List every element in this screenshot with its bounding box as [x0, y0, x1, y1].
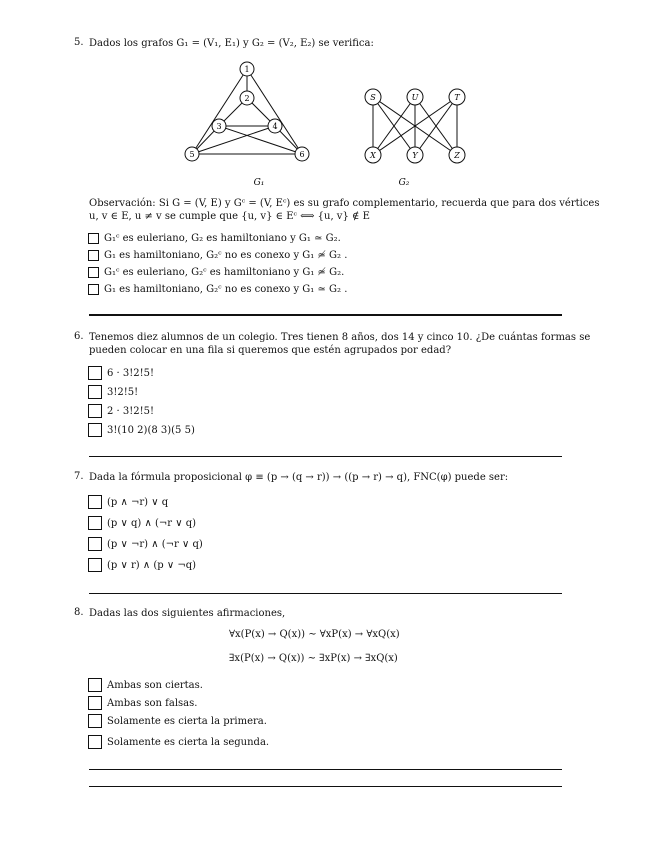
- q5-option-c[interactable]: [88, 267, 344, 278]
- q8-option-a-label: Ambas son ciertas.: [107, 679, 203, 691]
- q5-option-b[interactable]: [88, 250, 347, 261]
- q7-checkbox-c[interactable]: [88, 537, 102, 551]
- svg-text:1: 1: [244, 65, 250, 74]
- g2-node-t: [449, 89, 465, 105]
- q6-checkbox-b[interactable]: [88, 385, 102, 399]
- q7-option-d[interactable]: [88, 558, 196, 572]
- q8-formula-2: ∃x(P(x) → Q(x)) ∼ ∃xP(x) → ∃xQ(x): [229, 653, 398, 664]
- q8-option-d[interactable]: [88, 735, 269, 749]
- q7-checkbox-b[interactable]: [88, 516, 102, 530]
- q5-divider: [89, 314, 562, 316]
- g2-node-y: [407, 147, 423, 163]
- q8-checkbox-c[interactable]: [88, 714, 102, 728]
- q7-number: 7.: [74, 471, 84, 482]
- q7-checkbox-a[interactable]: [88, 495, 102, 509]
- q7-checkbox-d[interactable]: [88, 558, 102, 572]
- q6-option-d[interactable]: [88, 423, 195, 437]
- g2-edges: [373, 97, 457, 155]
- g1-edges: [192, 69, 302, 154]
- q5-option-a-label: G₁ᶜ es euleriano, G₂ es hamiltoniano y G₁ ≃ G₂.: [104, 233, 341, 244]
- q8-formula-1: ∀x(P(x) → Q(x)) ∼ ∀xP(x) → ∀xQ(x): [229, 629, 400, 640]
- q5-checkbox-d[interactable]: [88, 284, 99, 295]
- svg-text:S: S: [370, 93, 376, 102]
- q6-checkbox-a[interactable]: [88, 366, 102, 380]
- q6-option-b-label: 3!2!5!: [107, 386, 139, 398]
- g1-node-5: [185, 147, 199, 161]
- g2-node-u: [407, 89, 423, 105]
- q8-prompt: Dadas las dos siguientes afirmaciones,: [89, 608, 286, 619]
- q6-option-c-label: 2 · 3!2!5!: [107, 405, 155, 417]
- q5-option-a[interactable]: [88, 233, 341, 244]
- g2-label: G₂: [398, 178, 410, 188]
- q6-option-d-label: 3!(10 2)(8 3)(5 5): [107, 424, 195, 436]
- q7-option-b-label: (p ∨ q) ∧ (¬r ∨ q): [107, 517, 196, 529]
- svg-text:U: U: [411, 93, 419, 102]
- q7-option-d-label: (p ∨ r) ∧ (p ∨ ¬q): [107, 559, 196, 571]
- q5-option-d[interactable]: [88, 284, 347, 295]
- q7-option-c-label: (p ∨ ¬r) ∧ (¬r ∨ q): [107, 538, 203, 550]
- svg-text:Y: Y: [412, 151, 418, 160]
- q7-option-b[interactable]: [88, 516, 196, 530]
- q6-option-b[interactable]: [88, 385, 138, 399]
- svg-text:T: T: [454, 93, 460, 102]
- q5-option-c-label: G₁ᶜ es euleriano, G₂ᶜ es hamiltoniano y G₁ ≄ G₂.: [104, 267, 345, 278]
- q8-checkbox-a[interactable]: [88, 678, 102, 692]
- q5-observation-line1: Observación: Si G = (V, E) y Gᶜ = (V, Eᶜ) es su grafo complementario, recuerda que para dos vértices: [89, 198, 600, 209]
- g1-node-4: [268, 119, 282, 133]
- g2-node-z: [449, 147, 465, 163]
- g1-node-6: [295, 147, 309, 161]
- svg-text:X: X: [370, 151, 376, 160]
- q8-option-b-label: Ambas son falsas.: [107, 697, 198, 709]
- q6-prompt-line2: pueden colocar en una fila si queremos que estén agrupados por edad?: [89, 345, 452, 356]
- q8-option-c[interactable]: [88, 714, 267, 728]
- q7-divider: [89, 593, 562, 594]
- q5-number: 5.: [74, 37, 84, 48]
- q5-checkbox-b[interactable]: [88, 250, 99, 261]
- svg-text:Z: Z: [454, 151, 460, 160]
- q6-option-a[interactable]: [88, 366, 154, 380]
- q8-option-a[interactable]: [88, 678, 203, 692]
- q5-observation-line2: u, v ∈ E, u ≠ v se cumple que {u, v} ∈ Eᶜ ⟺ {u, v} ∉ E: [89, 211, 370, 222]
- q8-option-d-label: Solamente es cierta la segunda.: [107, 736, 270, 748]
- q6-option-c[interactable]: [88, 404, 154, 418]
- q5-option-d-label: G₁ es hamiltoniano, G₂ᶜ no es conexo y G₁ ≃ G₂ .: [104, 284, 348, 295]
- g1-node-2: [240, 91, 254, 105]
- q6-divider: [89, 456, 562, 457]
- svg-text:3: 3: [216, 122, 222, 131]
- q8-checkbox-b[interactable]: [88, 696, 102, 710]
- q5-option-b-label: G₁ es hamiltoniano, G₂ᶜ no es conexo y G₁ ≄ G₂ .: [104, 250, 348, 261]
- q8-divider-2: [89, 786, 562, 787]
- q6-number: 6.: [74, 331, 84, 342]
- q6-checkbox-d[interactable]: [88, 423, 102, 437]
- q8-option-b[interactable]: [88, 696, 197, 710]
- q7-option-c[interactable]: [88, 537, 203, 551]
- q6-option-a-label: 6 · 3!2!5!: [107, 367, 155, 379]
- q7-prompt: Dada la fórmula proposicional φ ≡ (p → (q → r)) → ((p → r) → q), FNC(φ) puede ser:: [89, 472, 509, 483]
- svg-text:2: 2: [244, 94, 250, 103]
- svg-text:4: 4: [272, 122, 278, 131]
- g1-node-1: [240, 62, 254, 76]
- q8-checkbox-d[interactable]: [88, 735, 102, 749]
- g2-node-x: [365, 147, 381, 163]
- svg-text:5: 5: [189, 150, 195, 159]
- g1-label: G₁: [253, 178, 265, 188]
- q5-checkbox-a[interactable]: [88, 233, 99, 244]
- q7-option-a[interactable]: [88, 495, 168, 509]
- q7-option-a-label: (p ∧ ¬r) ∨ q: [107, 496, 169, 508]
- q6-prompt-line1: Tenemos diez alumnos de un colegio. Tres tienen 8 años, dos 14 y cinco 10. ¿De cuántas formas se: [89, 332, 591, 343]
- g2-node-s: [365, 89, 381, 105]
- q6-checkbox-c[interactable]: [88, 404, 102, 418]
- q5-prompt: Dados los grafos G₁ = (V₁, E₁) y G₂ = (V₂, E₂) se verifica:: [89, 38, 374, 49]
- q8-divider-1: [89, 769, 562, 770]
- q8-option-c-label: Solamente es cierta la primera.: [107, 715, 267, 727]
- g1-node-3: [212, 119, 226, 133]
- svg-text:6: 6: [299, 150, 305, 159]
- graphs-figure: [0, 0, 655, 200]
- q5-checkbox-c[interactable]: [88, 267, 99, 278]
- q8-number: 8.: [74, 607, 84, 618]
